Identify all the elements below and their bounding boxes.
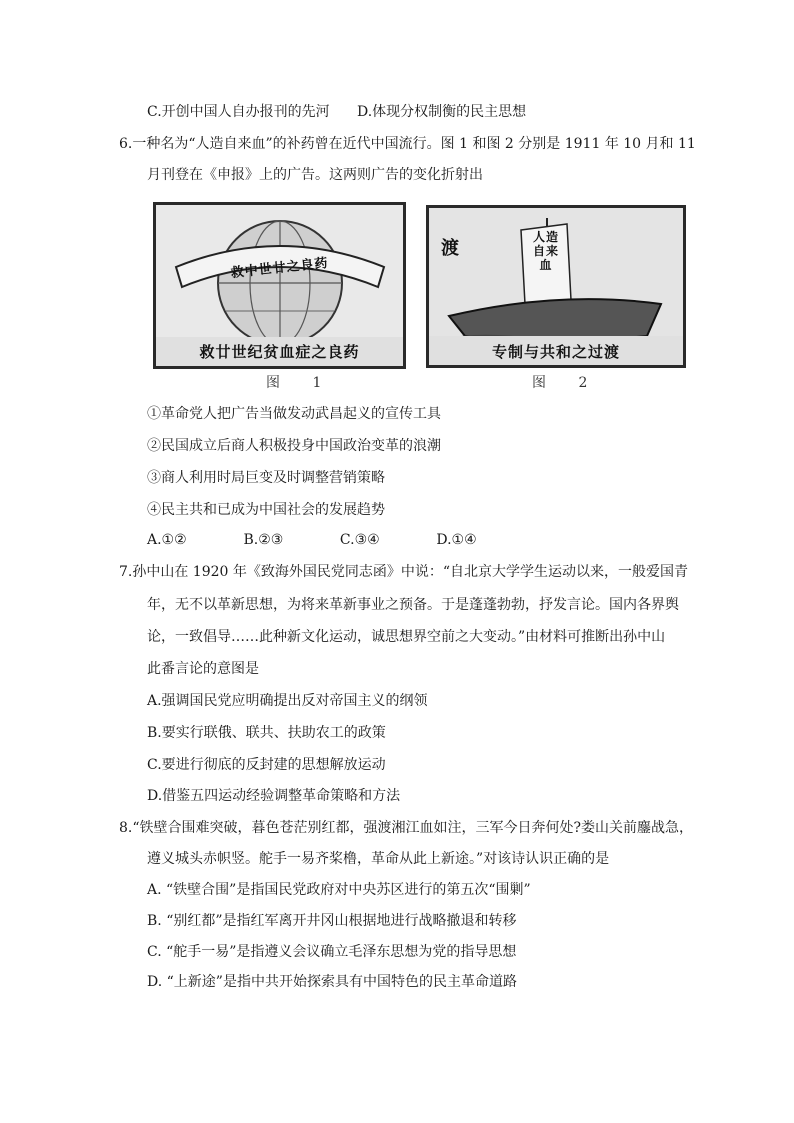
q7-option-d: D.借鉴五四运动经验调整革命策略和方法: [147, 788, 401, 804]
q6-option-c: C.③④: [339, 532, 380, 548]
q6-options: [147, 530, 528, 550]
figure-2-sail-text: 人造自来血: [532, 230, 559, 272]
figure-2-advertisement: [426, 205, 686, 368]
figure-1-bottom-text: 救廿世纪贫血症之良药: [199, 343, 360, 361]
q6-stem-line2: 月刊登在《申报》上的广告。这两则广告的变化折射出: [147, 167, 483, 183]
q5-option-d: D.体现分权制衡的民主思想: [357, 104, 527, 120]
q6-item-1: ①革命党人把广告当做发动武昌起义的宣传工具: [147, 406, 441, 422]
q6-item-2: ②民国成立后商人积极投身中国政治变革的浪潮: [147, 438, 441, 454]
q6-stem-line1: 6.一种名为“人造自来血”的补药曾在近代中国流行。图 1 和图 2 分别是 1911 年 10 月和 11: [119, 136, 696, 152]
q7-stem-line2: 年，无不以革新思想，为将来革新事业之预备。于是蓬蓬勃勃，抒发言论。国内各界舆: [147, 597, 679, 613]
figure-1-banner-text: 救中世廿之良药: [230, 255, 330, 282]
q8-option-b: B. “别红都”是指红军离开井冈山根据地进行战略撤退和转移: [147, 913, 517, 929]
q8-stem-line2: 遵义城头赤帜竖。舵手一易齐桨橹，革命从此上新途。”对该诗认识正确的是: [147, 851, 610, 867]
figure-1-advertisement: [153, 202, 406, 369]
figure-2-left-char: 渡: [441, 238, 460, 259]
q7-stem-line3: 论，一致倡导……此种新文化运动，诚思想界空前之大变动。”由材料可推断出孙中山: [147, 629, 666, 645]
q7-option-c: C.要进行彻底的反封建的思想解放运动: [147, 757, 386, 773]
q5-option-c: C.开创中国人自办报刊的先河: [147, 104, 330, 120]
q7-option-b: B.要实行联俄、联共、扶助农工的政策: [147, 725, 386, 741]
q6-option-a: A.①②: [147, 532, 187, 548]
figure-1-caption: 图 1: [266, 375, 336, 391]
q7-option-a: A.强调国民党应明确提出反对帝国主义的纲领: [147, 693, 428, 709]
q8-option-a: A. “铁壁合围”是指国民党政府对中央苏区进行的第五次“围剿”: [147, 882, 531, 898]
q6-item-4: ④民主共和已成为中国社会的发展趋势: [147, 502, 385, 518]
q6-option-d: D.①④: [436, 532, 477, 548]
q6-option-b: B.②③: [243, 532, 284, 548]
q7-stem-line4: 此番言论的意图是: [147, 661, 259, 677]
q8-option-d: D. “上新途”是指中共开始探索具有中国特色的民主革命道路: [147, 974, 517, 990]
q8-option-c: C. “舵手一易”是指遵义会议确立毛泽东思想为党的指导思想: [147, 944, 517, 960]
q7-stem-line1: 7.孙中山在 1920 年《致海外国民党同志函》中说：“自北京大学学生运动以来，一般爱国青: [119, 564, 689, 580]
q6-item-3: ③商人利用时局巨变及时调整营销策略: [147, 470, 385, 486]
figure-2-bottom-text: 专制与共和之过渡: [491, 343, 620, 361]
q8-stem-line1: 8.“铁壁合围难突破，暮色苍茫别红都，强渡湘江血如注，三军今日奔何处?娄山关前鏖战急，: [119, 820, 694, 836]
figure-2-caption: 图 2: [532, 375, 602, 391]
